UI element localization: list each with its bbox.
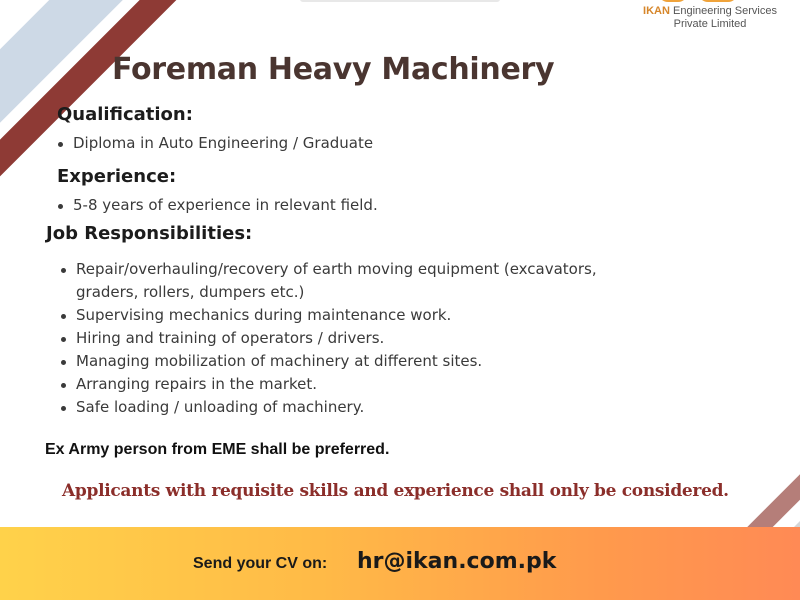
responsibilities-heading: Job Responsibilities: [46, 223, 253, 244]
list-item: Managing mobilization of machinery at different sites. [58, 350, 598, 373]
company-logo-icon [658, 0, 740, 4]
company-name-rest: Engineering Services [669, 5, 777, 17]
qualification-heading: Qualification: [57, 104, 193, 125]
list-item: Supervising mechanics during maintenance work. [58, 304, 598, 327]
list-item: Diploma in Auto Engineering / Graduate [55, 132, 615, 155]
list-item: Arranging repairs in the market. [58, 373, 598, 396]
list-item: Safe loading / unloading of machinery. [58, 396, 598, 419]
responsibilities-list [58, 258, 598, 419]
company-name-line1 [620, 5, 800, 18]
experience-heading: Experience: [57, 166, 177, 187]
footer-banner [0, 527, 800, 600]
eligibility-note: Applicants with requisite skills and experience shall only be considered. [62, 481, 729, 501]
cv-label: Send your CV on: [193, 555, 328, 572]
list-item: 5-8 years of experience in relevant field. [55, 194, 615, 217]
company-name-line2: Private Limited [673, 18, 747, 30]
company-brand: IKAN [643, 5, 670, 17]
job-title: Foreman Heavy Machinery [112, 52, 555, 87]
preference-text: Ex Army person from EME shall be preferred. [45, 441, 390, 458]
qualification-list [55, 132, 615, 155]
email-link[interactable]: hr@ikan.com.pk [357, 549, 557, 574]
company-name [620, 5, 800, 31]
list-item: Repair/overhauling/recovery of earth moving equipment (excavators, graders, rollers, dumpers etc.) [58, 258, 598, 304]
cropped-header-text [300, 0, 500, 2]
experience-list [55, 194, 615, 217]
list-item: Hiring and training of operators / drivers. [58, 327, 598, 350]
